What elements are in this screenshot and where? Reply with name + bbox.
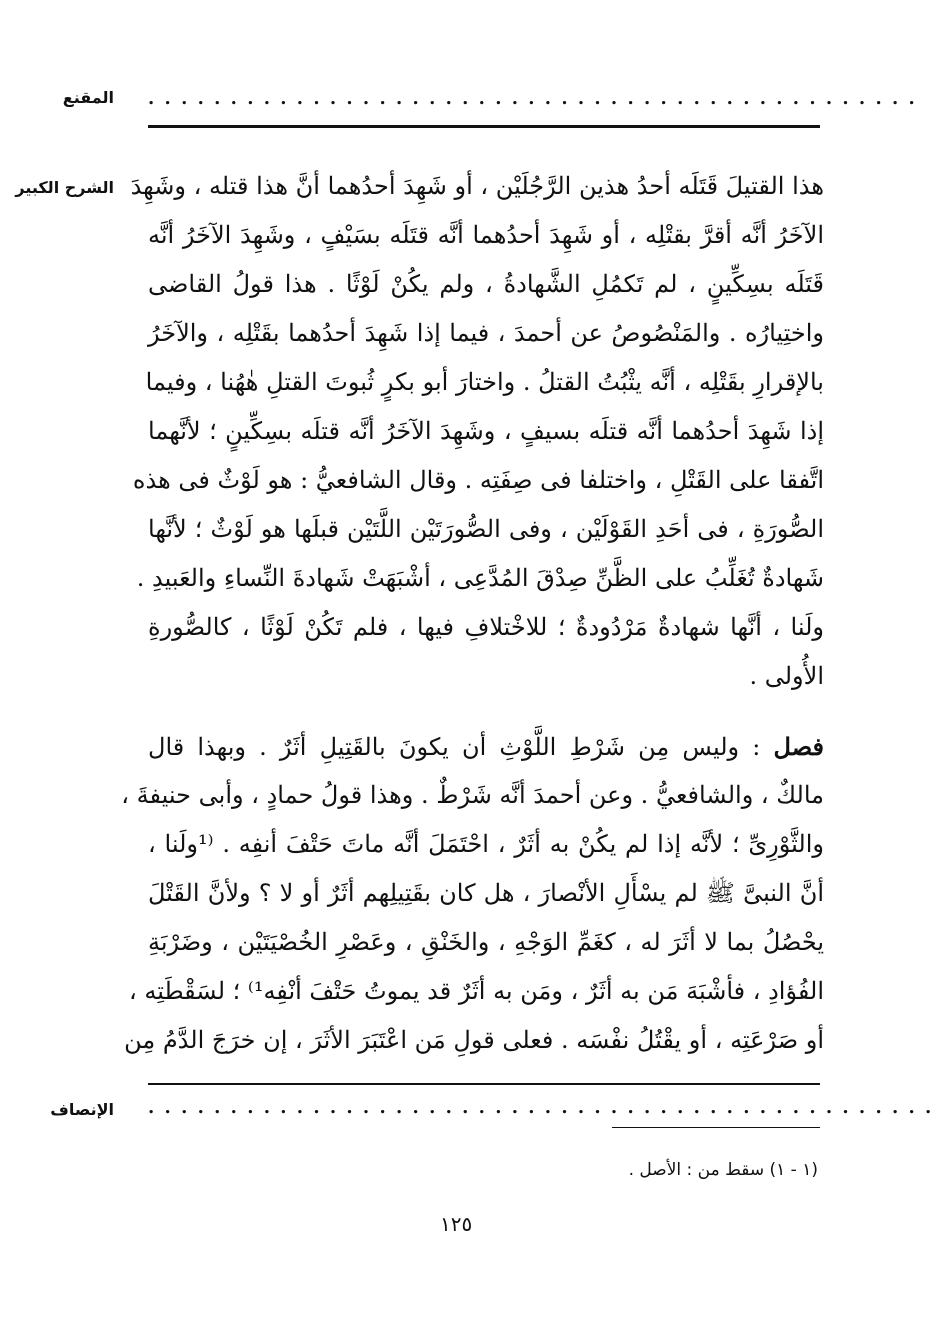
text-line: ولَنا ، أنَّها شهادةٌ مَرْدُودةٌ ؛ للاخْتلافِ فيها ، فلم تَكُنْ لَوْثًا ، كالصُّورةِ (148, 613, 825, 641)
fasl-first-line (148, 722, 824, 771)
text-line: والثَّوْرِىِّ ؛ لأنَّه إذا لم يكُنْ به أثَرٌ ، احْتَمَلَ أنَّه ماتَ حَتْفَ أنفِه . ⁽¹ولَنا ، (148, 830, 824, 858)
fasl-first-line-text: : وليس مِن شَرْطِ اللَّوْثِ أن يكونَ بالقَتِيلِ أثَرٌ . وبهذا قال (148, 733, 761, 761)
footnote-rule (612, 1127, 820, 1128)
text-line: شَهادةٌ تُغَلِّبُ على الظَّنِّ صِدْقَ المُدَّعِى ، أشْبَهَتْ شَهادةَ النِّساءِ والعَبيدِ . (136, 564, 824, 592)
footnote: (١ - ١) سقط من : الأصل . (628, 1160, 818, 1180)
page-number: ١٢٥ (440, 1212, 473, 1236)
text-line: هذا القتيلَ قَتَلَه أحدُ هذين الرَّجُلَيْن ، أو شَهِدَ أحدُهما أنَّ هذا قتله ، وشَهِدَ (130, 172, 824, 200)
text-line: أو صَرْعَتِه ، أو يقْتُلُ نفْسَه . فعلى قولِ مَن اعْتَبَرَ الأثَرَ ، إن خرَجَ الدَّمُ مِن (124, 1026, 824, 1054)
header-rule (148, 125, 820, 128)
footer-dotted-line: . . . . . . . . . . . . . . . . . . . . . . . . . . . . . . . . . . . . . . . . . . . . . . . . (148, 1097, 934, 1118)
text-line: أنَّ النبىَّ ﷺ لم يسْأَلِ الأنْصارَ ، هل كان بقَتِيلِهم أثَرٌ أو لا ؟ ولأنَّ القَتْلَ (148, 879, 824, 907)
paragraph-1 (130, 162, 825, 701)
text-line: الصُّورَةِ ، فى أحَدِ القَوْلَيْن ، وفى الصُّورَتَيْن اللَّتَيْن قبلَها هو لَوْثٌ ؛ لأنَّها (148, 515, 824, 543)
margin-label-sharh: الشرح الكبير (15, 178, 114, 197)
text-line: مالكٌ ، والشافعيُّ . وعن أحمدَ أنَّه شَرْطٌ . وهذا قولُ حمادٍ ، وأبى حنيفةَ ، (121, 781, 824, 809)
section-separator-rule (148, 1083, 820, 1085)
header-label: المقنع (62, 88, 114, 107)
footer-section-label: الإنصاف (50, 1100, 114, 1119)
text-line: بالإقرارِ بقَتْلِه ، أنَّه يثْبُتُ القتلُ . واختارَ أبو بكرٍ ثُبوتَ القتلِ هٰهُنا ، وفيما (145, 368, 824, 396)
section-heading-fasl: فصل (773, 732, 824, 761)
text-line: إذا شَهِدَ أحدُهما أنَّه قتلَه بسيفٍ ، وشَهِدَ الآخَرُ أنَّه قتلَه بسِكِّينٍ ؛ لأنَّهما (148, 417, 824, 445)
text-line: الآخَرُ أنَّه أقرَّ بقتْلِه ، أو شَهِدَ أحدُهما أنَّه قتَلَه بسَيْفٍ ، وشَهِدَ الآخَرُ أنَّه (148, 221, 824, 249)
text-line: اتَّفقا على القَتْلِ ، واختلفا فى صِفَتِه . وقال الشافعيُّ : هو لَوْثٌ فى هذه (132, 466, 824, 494)
text-line: واختِيارُه . والمَنْصُوصُ عن أحمدَ ، فيما إذا شَهِدَ أحدُهما بقَتْلِه ، والآخَرُ (148, 319, 824, 347)
text-line: يحْصُلُ بما لا أثَرَ له ، كغَمِّ الوَجْهِ ، والخَنْقِ ، وعَصْرِ الخُصْيَتَيْن ، وضَرْبَةِ (148, 928, 824, 956)
text-line: قَتَلَه بسِكِّينٍ ، لم تَكمُلِ الشَّهادةُ ، ولم يكُنْ لَوْثًا . هذا قولُ القاضى (148, 270, 824, 298)
header-dotted-line: . . . . . . . . . . . . . . . . . . . . . . . . . . . . . . . . . . . . . . . . . . . . . . . (148, 88, 917, 109)
text-line: الأُولى . (749, 662, 824, 690)
text-line: الفُؤادِ ، فأشْبَهَ مَن به أثَرٌ ، ومَن به أثَرٌ قد يموتُ حَتْفَ أنْفِه¹⁾ ؛ لسَقْطَتِه ، (128, 977, 824, 1005)
paragraph-2 (121, 722, 824, 1065)
